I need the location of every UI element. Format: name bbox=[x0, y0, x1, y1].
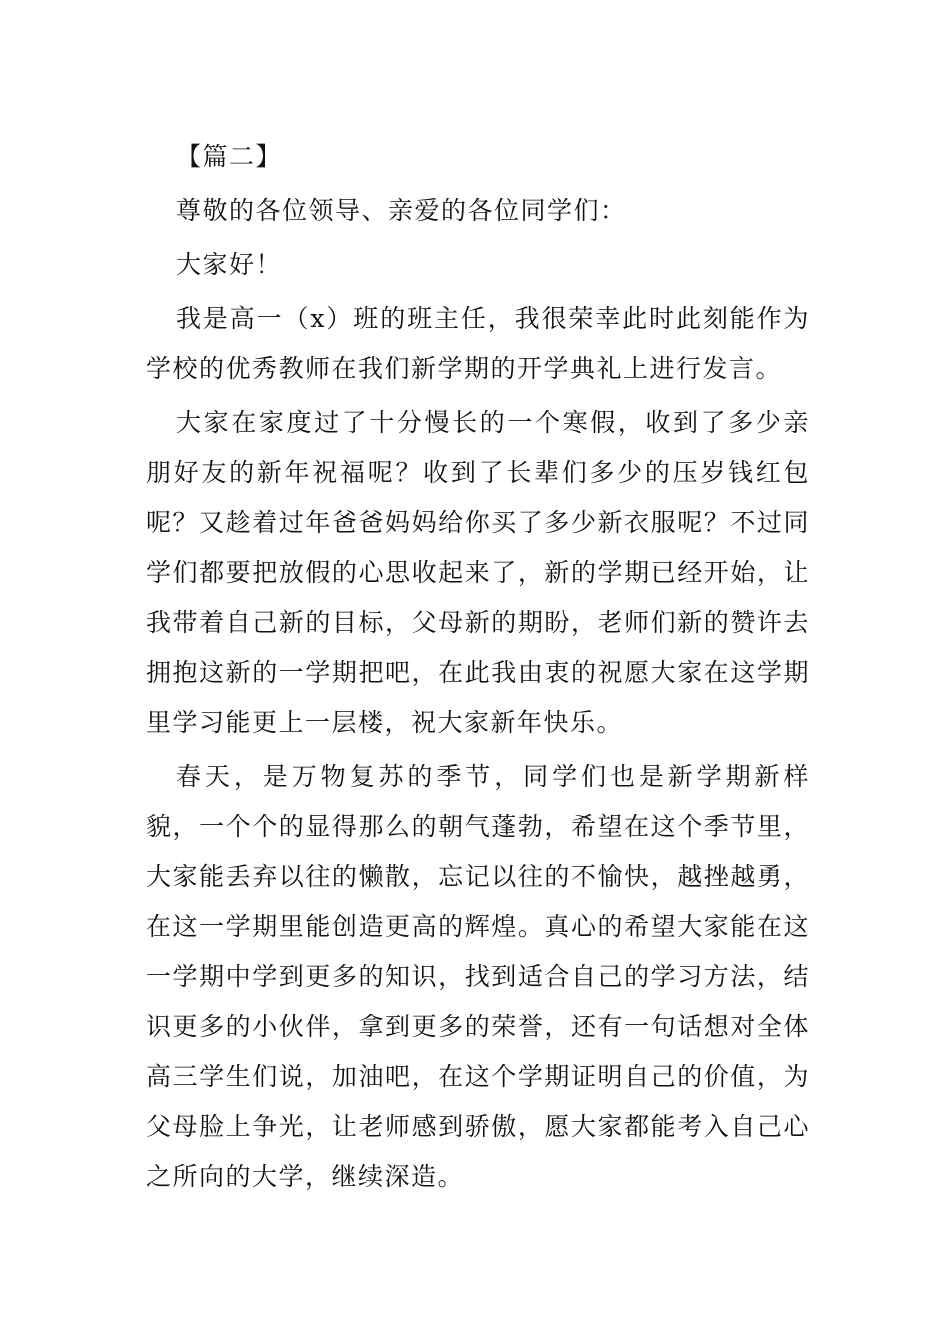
salutation: 尊敬的各位领导、亲爱的各位同学们： bbox=[176, 196, 627, 225]
paragraph-spring: 春天，是万物复苏的季节，同学们也是新学期新样貌，一个个的显得那么的朝气蓬勃，希望在这个季节里，大家能丢弃以往的懒散，忘记以往的不愉快，越挫越勇，在这一学期里能创造更高的辉煌。真心的希望大家能在这一学期中学到更多的知识，找到适合自己的学习方法，结识更多的小伙伴，拿到更多的荣誉，还有一句话想对全体高三学生们说，加油吧，在这个学期证明自己的价值，为父母脸上争光，让老师感到骄傲，愿大家都能考入自己心之所向的大学，继续深造。 bbox=[146, 762, 810, 1191]
document-body bbox=[146, 132, 810, 1202]
paragraph-intro: 我是高一（x）班的班主任，我很荣幸此时此刻能作为学校的优秀教师在我们新学期的开学典礼上进行发言。 bbox=[146, 304, 810, 383]
section-heading: 【篇二】 bbox=[176, 142, 283, 171]
paragraph-holiday: 大家在家度过了十分慢长的一个寒假，收到了多少亲朋好友的新年祝福呢？收到了长辈们多少的压岁钱红包呢？又趁着过年爸爸妈妈给你买了多少新衣服呢？不过同学们都要把放假的心思收起来了，新的学期已经开始，让我带着自己新的目标，父母新的期盼，老师们新的赞许去拥抱这新的一学期把吧，在此我由衷的祝愿大家在这学期里学习能更上一层楼，祝大家新年快乐。 bbox=[146, 408, 810, 737]
greeting: 大家好！ bbox=[176, 250, 283, 279]
